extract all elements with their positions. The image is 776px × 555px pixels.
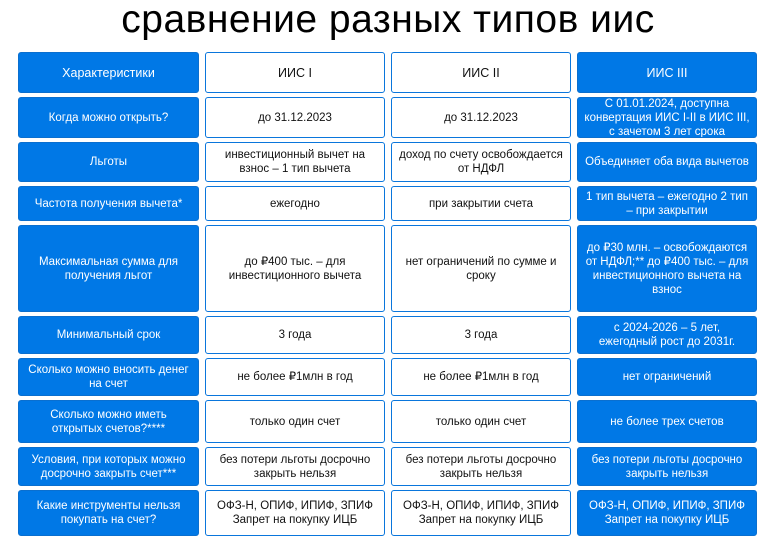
cell-iis3-early-close: без потери льготы досрочно закрыть нельзя xyxy=(577,447,757,486)
cell-iis2-early-close: без потери льготы досрочно закрыть нельзя xyxy=(391,447,571,486)
row-label-when-open: Когда можно открыть? xyxy=(18,97,199,138)
header-iis3: ИИС III xyxy=(577,52,757,93)
row-label-min-term: Минимальный срок xyxy=(18,316,199,354)
cell-iis2-account-count: только один счет xyxy=(391,400,571,443)
cell-iis3-benefits: Объединяет оба вида вычетов xyxy=(577,142,757,182)
cell-iis1-deduction-frequency: ежегодно xyxy=(205,186,385,221)
cell-iis1-benefits: инвестиционный вычет на взнос – 1 тип вычета xyxy=(205,142,385,182)
page-title: сравнение разных типов иис xyxy=(121,0,655,41)
cell-iis2-when-open: до 31.12.2023 xyxy=(391,97,571,138)
cell-iis1-max-amount: до ₽400 тыс. – для инвестиционного вычета xyxy=(205,225,385,312)
cell-iis3-forbidden-instruments: ОФЗ-Н, ОПИФ, ИПИФ, ЗПИФ Запрет на покупку ИЦБ xyxy=(577,490,757,536)
cell-iis3-deduction-frequency: 1 тип вычета – ежегодно 2 тип – при закрытии xyxy=(577,186,757,221)
cell-iis1-deposit-limit: не более ₽1млн в год xyxy=(205,358,385,396)
row-label-account-count: Сколько можно иметь открытых счетов?**** xyxy=(18,400,199,443)
row-label-benefits: Льготы xyxy=(18,142,199,182)
cell-iis3-min-term: с 2024-2026 – 5 лет, ежегодный рост до 2031г. xyxy=(577,316,757,354)
cell-iis2-max-amount: нет ограничений по сумме и сроку xyxy=(391,225,571,312)
cell-iis3-when-open: С 01.01.2024, доступна конвертация ИИС I-II в ИИС III, с зачетом 3 лет срока xyxy=(577,97,757,138)
cell-iis2-deduction-frequency: при закрытии счета xyxy=(391,186,571,221)
row-label-deposit-limit: Сколько можно вносить денег на счет xyxy=(18,358,199,396)
header-iis2: ИИС II xyxy=(391,52,571,93)
cell-iis1-forbidden-instruments: ОФЗ-Н, ОПИФ, ИПИФ, ЗПИФ Запрет на покупку ИЦБ xyxy=(205,490,385,536)
cell-iis2-benefits: доход по счету освобождается от НДФЛ xyxy=(391,142,571,182)
cell-iis3-account-count: не более трех счетов xyxy=(577,400,757,443)
row-label-early-close: Условия, при которых можно досрочно закрыть счет*** xyxy=(18,447,199,486)
cell-iis2-forbidden-instruments: ОФЗ-Н, ОПИФ, ИПИФ, ЗПИФ Запрет на покупку ИЦБ xyxy=(391,490,571,536)
header-characteristics: Характеристики xyxy=(18,52,199,93)
cell-iis1-early-close: без потери льготы досрочно закрыть нельзя xyxy=(205,447,385,486)
cell-iis2-deposit-limit: не более ₽1млн в год xyxy=(391,358,571,396)
cell-iis1-when-open: до 31.12.2023 xyxy=(205,97,385,138)
row-label-forbidden-instruments: Какие инструменты нельзя покупать на счет? xyxy=(18,490,199,536)
comparison-table xyxy=(18,52,758,536)
row-label-max-amount: Максимальная сумма для получения льгот xyxy=(18,225,199,312)
cell-iis3-max-amount: до ₽30 млн. – освобождаются от НДФЛ;** до ₽400 тыс. – для инвестиционного вычета на взнос xyxy=(577,225,757,312)
cell-iis1-account-count: только один счет xyxy=(205,400,385,443)
cell-iis3-deposit-limit: нет ограничений xyxy=(577,358,757,396)
cell-iis2-min-term: 3 года xyxy=(391,316,571,354)
row-label-deduction-frequency: Частота получения вычета* xyxy=(18,186,199,221)
header-iis1: ИИС I xyxy=(205,52,385,93)
cell-iis1-min-term: 3 года xyxy=(205,316,385,354)
